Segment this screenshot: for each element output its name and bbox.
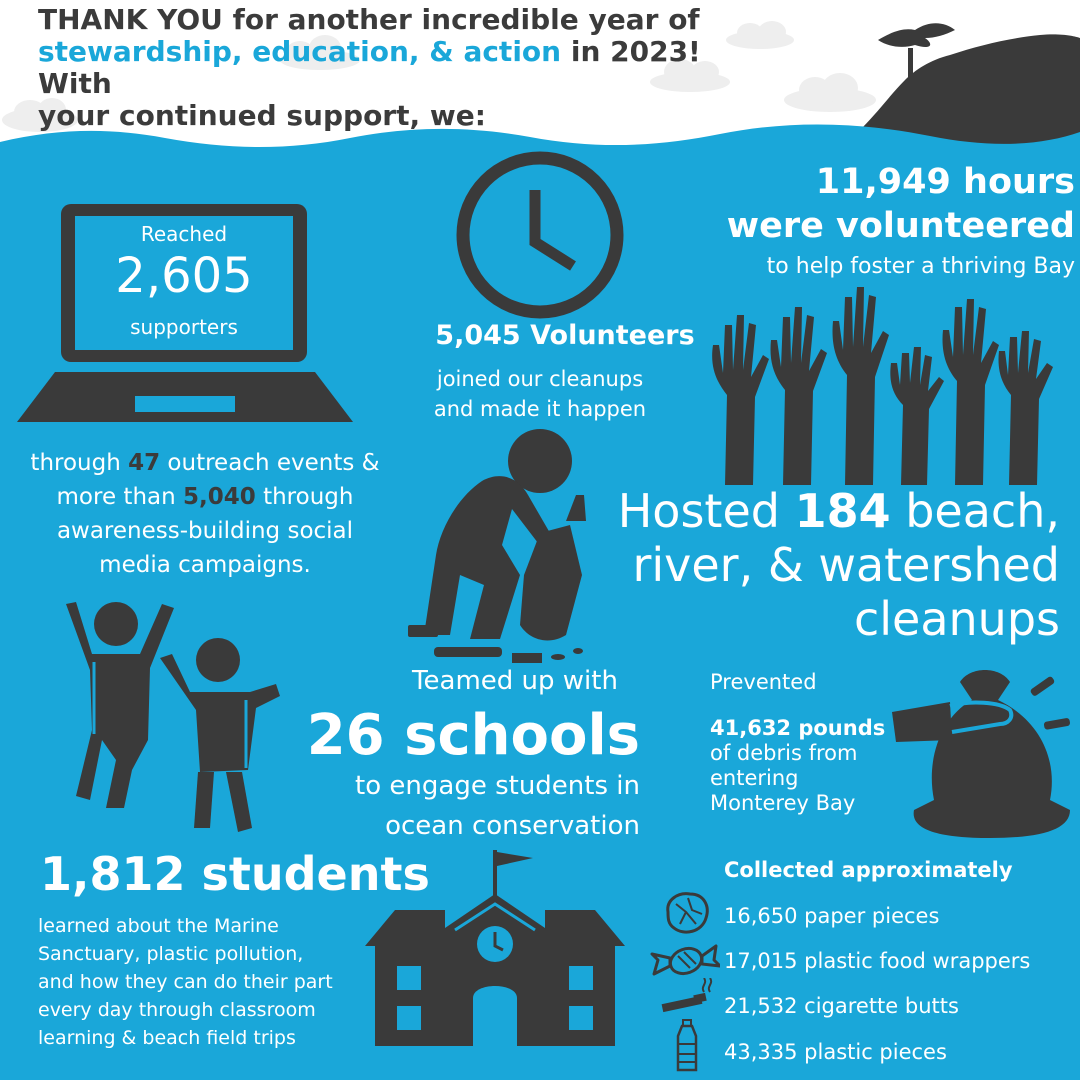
more-tail: through (255, 484, 354, 510)
students-line3: and how they can do their part (38, 971, 333, 993)
cigarette-icon (660, 978, 716, 1014)
collected-item-cigarettes: 21,532 cigarette butts (724, 994, 959, 1018)
outreach-line3: awareness-building social (56, 518, 354, 544)
outreach-line4: media campaigns. (99, 552, 311, 578)
headline-line3: your continued support, we: (38, 99, 486, 132)
trash-bag-icon (890, 660, 1080, 840)
hours-line2: were volunteered (726, 206, 1075, 246)
debris-pounds: 41,632 pounds (710, 716, 886, 740)
cleanups-line3: cleanups (853, 592, 1060, 646)
kids-jumping-icon (50, 600, 290, 840)
debris-text (710, 716, 910, 816)
students-big: 1,812 students (40, 847, 430, 901)
students-text (38, 912, 378, 1052)
school-building-icon (365, 848, 625, 1048)
volunteer-cleanup-icon (400, 425, 620, 675)
schools-big: 26 schools (306, 703, 640, 768)
plastic-bottle-icon (674, 1018, 700, 1074)
cleanups-lead: Hosted (617, 484, 795, 538)
raised-hands-icon (705, 285, 1065, 485)
students-line1: learned about the Marine (38, 915, 279, 937)
headline (38, 4, 738, 132)
debris-prevented: Prevented (710, 670, 817, 694)
hours-line3: to help foster a thriving Bay (766, 254, 1075, 279)
social-count: 5,040 (183, 484, 256, 510)
supporters-count: 2,605 (115, 248, 253, 304)
collected-item-wrappers: 17,015 plastic food wrappers (724, 949, 1031, 973)
cleanups-tail: beach, (890, 484, 1060, 538)
students-line5: learning & beach field trips (38, 1027, 296, 1049)
students-line4: every day through classroom (38, 999, 316, 1021)
debris-line3: entering (710, 766, 799, 790)
volunteers-line2: and made it happen (433, 397, 647, 421)
more-lead: more than (56, 484, 183, 510)
events-tail: outreach events & (160, 450, 380, 476)
volunteers-text (420, 364, 660, 424)
crumpled-paper-icon (662, 890, 712, 936)
debris-line4: Monterey Bay (710, 791, 856, 815)
collected-title: Collected approximately (724, 858, 1013, 882)
hours-title (600, 160, 1075, 248)
schools-lead: Teamed up with (412, 666, 618, 696)
outreach-text (10, 446, 400, 582)
cleanups-line2: river, & watershed (632, 538, 1060, 592)
outreach-lead: through (30, 450, 129, 476)
schools-text (300, 766, 640, 846)
headline-highlight: stewardship, education, & action (38, 35, 562, 68)
collected-item-plastic: 43,335 plastic pieces (724, 1040, 947, 1064)
students-line2: Sanctuary, plastic pollution, (38, 943, 304, 965)
supporters-label: supporters (130, 315, 238, 339)
reached-label: Reached (140, 222, 228, 246)
volunteers-line1: joined our cleanups (436, 367, 644, 391)
collected-item-paper: 16,650 paper pieces (724, 904, 940, 928)
cleanups-count: 184 (794, 484, 891, 538)
headline-line2-tail: in 2023! With (38, 35, 701, 100)
events-count: 47 (128, 450, 161, 476)
schools-line3: to engage students in (355, 771, 640, 801)
hours-line1: 11,949 hours (815, 162, 1075, 202)
debris-line2: of debris from (710, 741, 858, 765)
schools-line4: ocean conservation (385, 811, 640, 841)
volunteers-title: 5,045 Volunteers (435, 320, 695, 351)
headline-line1: THANK YOU for another incredible year of (38, 3, 700, 36)
